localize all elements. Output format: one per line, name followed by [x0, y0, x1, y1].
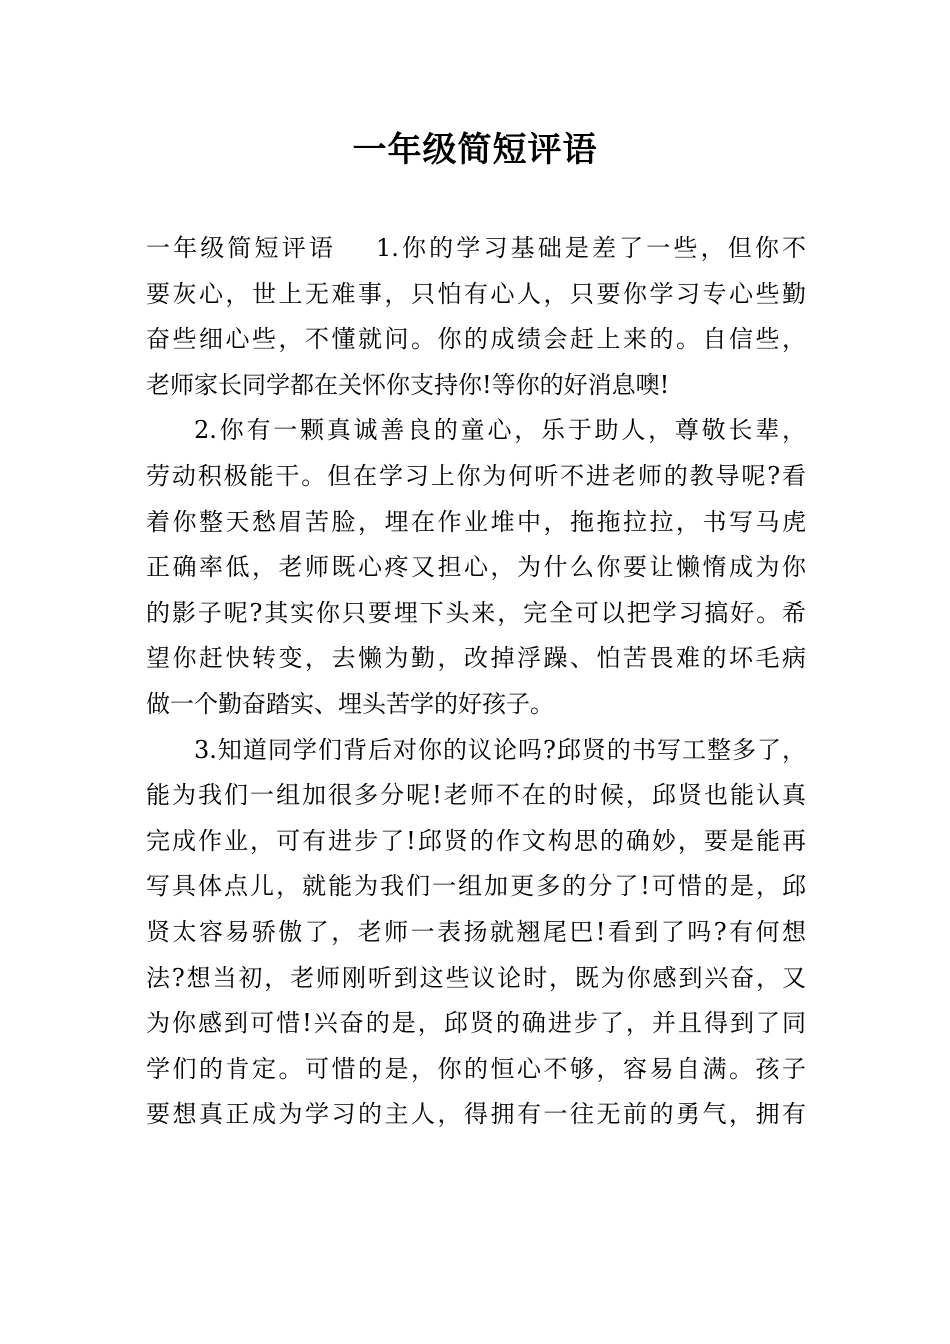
body-line-15: 写具体点儿，就能为我们一组加更多的分了!可惜的是，邱	[146, 872, 806, 901]
body-line-13: 能为我们一组加很多分呢!老师不在的时候，邱贤也能认真	[146, 781, 806, 810]
body-line-19: 学们的肯定。可惜的是，你的恒心不够，容易自满。孩子	[146, 1054, 806, 1083]
body-line-8: 正确率低，老师既心疼又担心，为什么你要让懒惰成为你	[146, 553, 806, 582]
body-line-14: 完成作业，可有进步了!邱贤的作文构思的确妙，要是能再	[146, 826, 806, 855]
body-line-3: 奋些细心些，不懂就问。你的成绩会赶上来的。自信些，	[146, 325, 806, 354]
body-line-2: 要灰心，世上无难事，只怕有心人，只要你学习专心些勤	[146, 279, 806, 308]
body-line-1-tail: 1.你的学习基础是差了一些，但你不	[375, 234, 806, 262]
body-line-4: 老师家长同学都在关怀你支持你!等你的好消息噢!	[146, 370, 670, 399]
body-line-17: 法?想当初，老师刚听到这些议论时，既为你感到兴奋，又	[146, 963, 806, 992]
body-line-20: 要想真正成为学习的主人，得拥有一往无前的勇气，拥有	[146, 1100, 806, 1129]
body-line-5: 2.你有一颗真诚善良的童心，乐于助人，尊敬长辈，	[194, 416, 806, 445]
document-title: 一年级简短评语	[352, 130, 598, 170]
body-line-7: 着你整天愁眉苦脸，埋在作业堆中，拖拖拉拉，书写马虎	[146, 507, 806, 536]
body-line-16: 贤太容易骄傲了，老师一表扬就翘尾巴!看到了吗?有何想	[146, 917, 806, 946]
document-body	[146, 226, 806, 1138]
body-line-18: 为你感到可惜!兴奋的是，邱贤的确进步了，并且得到了同	[146, 1009, 806, 1038]
body-line-12: 3.知道同学们背后对你的议论吗?邱贤的书写工整多了，	[194, 735, 806, 764]
body-line-10: 望你赶快转变，去懒为勤，改掉浮躁、怕苦畏难的坏毛病	[146, 644, 806, 673]
body-line-9: 的影子呢?其实你只要埋下头来，完全可以把学习搞好。希	[146, 598, 806, 627]
body-line-11: 做一个勤奋踏实、埋头苦学的好孩子。	[146, 689, 554, 718]
body-line-6: 劳动积极能干。但在学习上你为何听不进老师的教导呢?看	[146, 461, 806, 490]
body-line-1-lead: 一年级简短评语	[146, 234, 336, 262]
body-line-1	[146, 226, 806, 272]
